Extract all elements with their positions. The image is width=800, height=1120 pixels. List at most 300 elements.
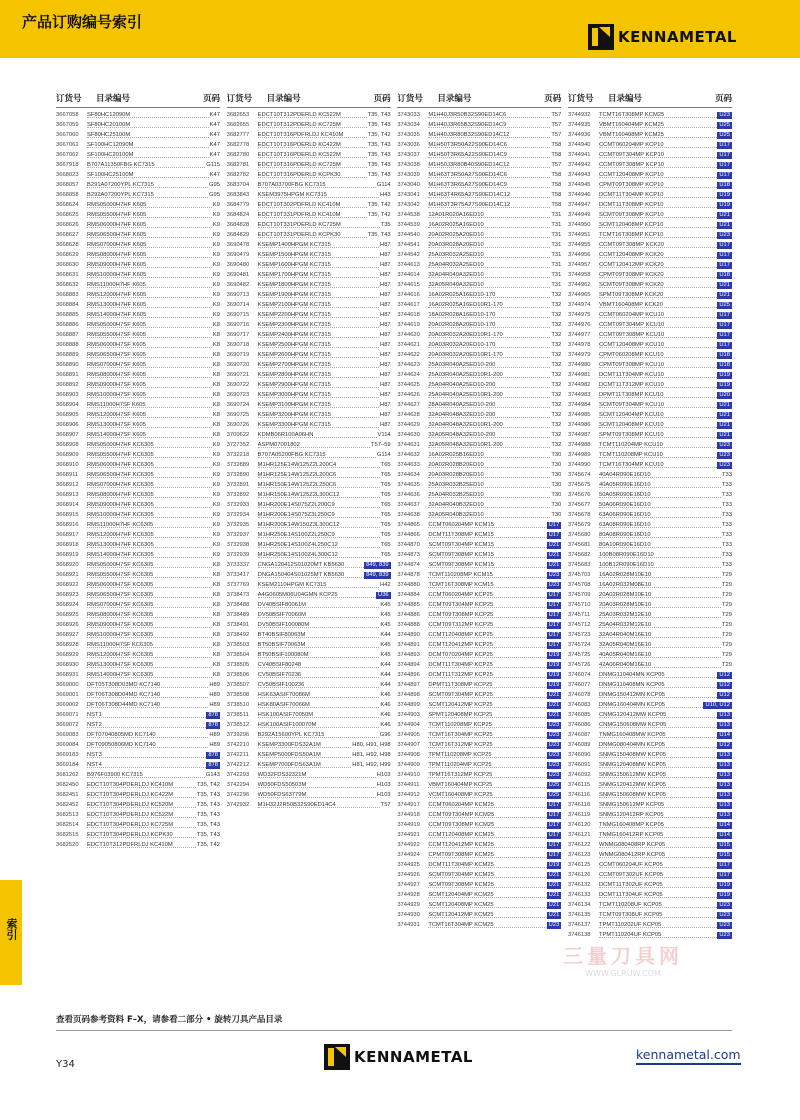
catalog-number: KSEMP2400HPGM KC7315 (258, 331, 379, 338)
order-number: 3745681 (567, 542, 591, 548)
catalog-number: TCMT16T308MP KCM25 (599, 111, 717, 118)
index-row (227, 771, 391, 781)
index-row (56, 231, 220, 241)
catalog-number: EDCT10T331PDERLD KC725M (258, 221, 380, 228)
order-number: 3744919 (397, 822, 420, 828)
catalog-number: EDCT10T316PDERLD KCPK30 (258, 171, 367, 178)
index-row (397, 611, 561, 621)
index-row (568, 231, 732, 241)
page-ref: K44 (380, 632, 391, 638)
index-row (397, 741, 561, 751)
page-ref: K47 (209, 132, 220, 138)
order-number: 3682513 (56, 812, 79, 818)
page-ref-badge[interactable]: U17 (548, 622, 560, 628)
index-row (568, 741, 732, 751)
catalog-number: TCMT16T312MP KCP25 (428, 741, 546, 748)
page-ref-badge[interactable]: U15 (719, 852, 730, 858)
page-ref: K9 (212, 242, 220, 248)
order-number: 3668904 (56, 402, 79, 408)
catalog-number: RMS07000H7SF KC6305 (87, 601, 212, 608)
page-ref-badge[interactable]: U21 (548, 892, 560, 898)
order-number: 3746123 (567, 852, 591, 858)
catalog-number: DFT09050806MD KC7140 (87, 741, 208, 748)
catalog-number: DCMT11T304MP KCU10 (599, 371, 717, 378)
order-number: 3668625 (56, 212, 79, 218)
page-ref-badge[interactable]: U19 (719, 382, 730, 388)
index-row (568, 631, 732, 641)
catalog-number: CCMT060204MP KCP25 (428, 591, 546, 598)
page-ref-badge[interactable]: U12 (719, 742, 730, 748)
order-number: 3745674 (567, 472, 591, 478)
page-ref-badge[interactable]: U13 (719, 782, 730, 788)
index-column (227, 92, 391, 992)
catalog-number: 18A02R028A16ED10-170 (428, 311, 550, 318)
catalog-number: TNMG160408MW KCP05 (599, 731, 717, 738)
page-ref-badge[interactable]: U17 (548, 632, 560, 638)
order-number: 3690481 (226, 272, 250, 278)
order-number: 3745712 (567, 622, 591, 628)
page-ref-badge[interactable]: U23 (719, 902, 730, 908)
page-ref-badge[interactable]: U17 (719, 252, 730, 258)
order-number: 3684779 (226, 202, 250, 208)
order-number: 3732935 (226, 522, 250, 528)
page-ref-badge[interactable]: U23 (548, 922, 560, 928)
order-number: 3668890 (56, 362, 79, 368)
page-ref-badge[interactable]: U14 (719, 822, 730, 828)
catalog-number: SCMT09T308MP KCM15 (428, 561, 546, 568)
page-ref-badge[interactable]: U23 (719, 112, 730, 118)
order-number: 3746138 (567, 932, 591, 938)
page-ref-badge[interactable]: U21 (548, 882, 560, 888)
catalog-number: CV50BSIF70236 (258, 671, 380, 678)
page-ref: H87 (380, 362, 391, 368)
page-ref-badge[interactable]: 878 (208, 712, 218, 718)
page-ref-badge[interactable]: U21 (548, 912, 560, 918)
order-number: 3669071 (56, 712, 79, 718)
page-ref-badge[interactable]: U21 (719, 412, 730, 418)
catalog-number: SCMT09T308MP KCM25 (428, 881, 546, 888)
website-link[interactable]: kennametal.com (636, 1047, 741, 1065)
page-ref-badge[interactable]: U14 (719, 732, 730, 738)
page-ref-badge[interactable]: U19 (719, 372, 730, 378)
catalog-number: EDCT10T316PDERLD KC422M (258, 141, 367, 148)
page-ref: T57 (551, 122, 562, 128)
page-ref: T31 (551, 282, 562, 288)
order-number: 3738503 (226, 642, 250, 648)
order-number: 3744893 (397, 652, 420, 658)
page-ref-badge[interactable]: U21 (719, 292, 730, 298)
index-row (568, 341, 732, 351)
page-ref-badge[interactable]: U23 (719, 932, 730, 938)
page-ref-badge[interactable]: U13 (719, 722, 730, 728)
index-row (397, 281, 561, 291)
order-number: 3668929 (56, 652, 79, 658)
catalog-number: CPMT09T308MP KCK20 (599, 271, 717, 278)
index-row (227, 111, 391, 121)
catalog-number: KSEMP7000FDS63A1M (258, 761, 352, 768)
index-row (397, 581, 561, 591)
page-ref-badge[interactable]: U17 (548, 822, 560, 828)
index-row (56, 521, 220, 531)
page-ref-badge[interactable]: U14 (719, 832, 730, 838)
catalog-number: TCMT110208UF KCP05 (599, 901, 717, 908)
page-ref-badge[interactable]: U13 (719, 762, 730, 768)
page-ref-badge[interactable]: 878 (208, 752, 218, 758)
catalog-number: M1H63T3R75A27S90ED14C12 (428, 201, 550, 208)
order-number: 3668909 (56, 452, 79, 458)
page-ref-badge[interactable]: U19 (548, 652, 560, 658)
page-ref: T29 (721, 612, 732, 618)
page-ref-badge[interactable]: U17 (548, 852, 560, 858)
page-ref: K47 (209, 122, 220, 128)
catalog-number: CCMT060204MP KCU10 (599, 311, 717, 318)
order-number: 3744925 (397, 862, 420, 868)
page-ref: T30 (551, 482, 562, 488)
index-row (56, 321, 220, 331)
page-ref-badge[interactable]: U18 (719, 362, 730, 368)
order-number: 3744911 (397, 782, 420, 788)
page-ref-badge[interactable]: U18 (719, 272, 730, 278)
index-row (227, 321, 391, 331)
page-ref-badge[interactable]: U13 (719, 802, 730, 808)
index-row (397, 521, 561, 531)
page-ref: K8 (212, 322, 220, 328)
page-ref-badge[interactable]: U21 (548, 692, 560, 698)
page-ref-badge[interactable]: U17 (548, 812, 560, 818)
page-ref: H87 (380, 322, 391, 328)
page-ref-badge[interactable]: U23 (548, 762, 560, 768)
page-ref: K47 (209, 112, 220, 118)
catalog-number: SF100HC20100M (87, 151, 209, 158)
catalog-number: RMS09000H7HF KC6305 (87, 501, 212, 508)
page-ref-badge[interactable]: U17 (548, 602, 560, 608)
catalog-number: DCMT070204MP KCP25 (428, 651, 546, 658)
page-ref-badge[interactable]: U10, U12 (705, 702, 730, 708)
page-ref: H42 (380, 582, 391, 588)
catalog-number: TPMT110204MP KCP25 (428, 761, 546, 768)
page-ref-badge[interactable]: U19 (719, 192, 730, 198)
page-ref: H87 (380, 392, 391, 398)
page-ref: K44 (380, 682, 391, 688)
page-ref: T33 (721, 552, 732, 558)
catalog-number: RMS09000H7SF K605 (87, 381, 212, 388)
page-ref-badge[interactable]: U19 (548, 662, 560, 668)
page-ref-badge[interactable]: U17 (719, 262, 730, 268)
page-ref-badge[interactable]: U19 (719, 882, 730, 888)
order-number: 3744941 (567, 152, 591, 158)
page-ref-badge[interactable]: U19 (719, 202, 730, 208)
catalog-number: TCMT09T308UF KCP05 (599, 911, 717, 918)
page-ref-badge[interactable]: U13 (719, 792, 730, 798)
page-ref-badge[interactable]: U19 (548, 862, 560, 868)
side-index-tab[interactable] (0, 880, 22, 985)
index-row (56, 671, 220, 681)
catalog-number: SNMG150612MP KCP05 (599, 801, 717, 808)
page-ref-badge[interactable]: U21 (719, 212, 730, 218)
order-number: 3690717 (226, 332, 250, 338)
page-ref-badge[interactable]: U17 (719, 312, 730, 318)
page-ref-badge[interactable]: U17 (719, 172, 730, 178)
catalog-number: EDCT10T316PDERLD KC725M (258, 161, 367, 168)
page-ref-badge[interactable]: U23 (719, 452, 730, 458)
page-ref: T29 (721, 632, 732, 638)
page-ref-badge[interactable]: U18 (719, 352, 730, 358)
page-ref-badge[interactable]: U21 (548, 712, 560, 718)
order-number: 3745726 (567, 662, 591, 668)
order-number: 3668928 (56, 642, 79, 648)
order-number: 3732890 (226, 472, 250, 478)
order-number: 3690719 (226, 352, 250, 358)
page-ref-badge[interactable]: U17 (548, 522, 560, 528)
order-number: 3744982 (567, 382, 591, 388)
page-ref-badge[interactable]: U23 (548, 752, 560, 758)
page-ref: T65 (380, 552, 391, 558)
catalog-number: RMS11000H7SF KC6305 (87, 641, 212, 648)
order-number: 3744866 (397, 532, 420, 538)
page-ref-badge[interactable]: U13 (719, 752, 730, 758)
page-ref-badge[interactable]: U17 (719, 332, 730, 338)
page-ref-badge[interactable]: U18 (719, 182, 730, 188)
order-number: 3746090 (567, 752, 591, 758)
order-number: 3682782 (226, 172, 250, 178)
catalog-number: SCMT09T308MP KCK20 (599, 281, 717, 288)
page-ref: K9 (212, 522, 220, 528)
catalog-number: TPMT110208MP KCP25 (428, 751, 546, 758)
catalog-number: RMS06500H7SF K605 (87, 351, 212, 358)
catalog-number: RMS08000H7SF KC6305 (87, 611, 212, 618)
page-ref-badge[interactable]: U17 (548, 832, 560, 838)
order-number: 3732891 (226, 482, 250, 488)
page-ref-badge[interactable]: U23 (719, 912, 730, 918)
order-number: 3746091 (567, 762, 591, 768)
page-ref-badge[interactable]: U17 (719, 242, 730, 248)
page-ref-badge[interactable]: U21 (719, 432, 730, 438)
kennametal-k-icon (588, 24, 614, 50)
index-row (568, 141, 732, 151)
page-ref-badge[interactable]: U21 (548, 562, 560, 568)
index-row (227, 571, 391, 581)
catalog-number: ASPM07001802 (258, 441, 370, 448)
page-ref-badge[interactable]: U23 (719, 922, 730, 928)
page-ref-badge[interactable]: U21 (548, 702, 560, 708)
index-row (568, 761, 732, 771)
index-row (56, 371, 220, 381)
page-ref-badge[interactable]: U17 (548, 532, 560, 538)
catalog-number: CCMT120412MP KCK20 (599, 261, 717, 268)
page-ref: T29 (721, 642, 732, 648)
page-ref-badge[interactable]: U23 (548, 732, 560, 738)
catalog-number: RMS05000H7HF KC6305 (87, 441, 212, 448)
page-ref: T33 (721, 532, 732, 538)
page-ref: T35, T43 (196, 812, 220, 818)
index-row (227, 251, 391, 261)
index-row (56, 631, 220, 641)
page-ref: K45 (380, 642, 391, 648)
page-ref-badge[interactable]: U21 (719, 222, 730, 228)
index-row (397, 591, 561, 601)
index-row (568, 891, 732, 901)
page-ref-badge[interactable]: U15 (719, 842, 730, 848)
page-ref-badge[interactable]: U17 (719, 862, 730, 868)
index-row (397, 361, 561, 371)
page-ref-badge[interactable]: U23 (719, 462, 730, 468)
page-ref-badge[interactable]: U12 (719, 682, 730, 688)
page-ref-badge[interactable]: U21 (719, 402, 730, 408)
order-number: 3744542 (397, 252, 420, 258)
index-row (568, 201, 732, 211)
catalog-number: EDCT10T316PDERLD KC522M (258, 151, 367, 158)
page-ref-badge[interactable]: 849, 839 (366, 572, 389, 578)
order-number: 3744619 (397, 322, 420, 328)
page-ref-badge[interactable]: U13 (719, 712, 730, 718)
index-row (56, 181, 220, 191)
page-ref-badge[interactable]: U17 (548, 842, 560, 848)
page-ref: K8 (212, 612, 220, 618)
index-row (397, 231, 561, 241)
index-row (227, 311, 391, 321)
page-ref-badge[interactable]: U36 (378, 592, 389, 598)
header-catalog-no: 目录编号 (437, 94, 472, 104)
page-ref: K8 (212, 652, 220, 658)
order-number: 3690726 (226, 422, 250, 428)
index-row (568, 481, 732, 491)
page-ref: H80, H91, H98 (352, 742, 391, 748)
index-row (56, 361, 220, 371)
index-row (227, 611, 391, 621)
page-ref-badge[interactable]: U17 (719, 872, 730, 878)
order-number: 3668627 (56, 232, 79, 238)
page-ref-badge[interactable]: U23 (548, 722, 560, 728)
page-ref-badge[interactable]: U25 (719, 132, 730, 138)
catalog-number: CCMT09T302UF KCP05 (599, 871, 717, 878)
catalog-number: EDCT10T304PDERLDJ KC422M (87, 791, 196, 798)
index-row (568, 711, 732, 721)
page-ref-badge[interactable]: U21 (719, 282, 730, 288)
page-ref-badge[interactable]: U19 (548, 682, 560, 688)
order-number: 3746115 (567, 782, 591, 788)
page-ref-badge[interactable]: U25 (548, 782, 560, 788)
page-ref-badge[interactable]: U19 (719, 892, 730, 898)
page-ref-badge[interactable]: U17 (719, 142, 730, 148)
page-ref-badge[interactable]: U21 (548, 542, 560, 548)
index-row (397, 751, 561, 761)
page-ref-badge[interactable]: U17 (719, 342, 730, 348)
index-row (568, 531, 732, 541)
page-ref-badge[interactable]: U17 (548, 802, 560, 808)
index-row (397, 821, 561, 831)
page-ref: K8 (212, 642, 220, 648)
catalog-number: TCMT16T304MP KCP25 (428, 731, 546, 738)
catalog-number: SCMT120412MP KCM25 (428, 911, 546, 918)
page-ref-badge[interactable]: 878 (208, 722, 218, 728)
page-ref-badge[interactable]: U23 (548, 572, 560, 578)
catalog-number: SCMT120408MP KCP10 (599, 221, 717, 228)
catalog-number: M1H63T4R65A27S90ED14C12 (428, 191, 550, 198)
catalog-number: RMS13000H7SF KC6305 (87, 661, 212, 668)
order-number: 3738511 (226, 712, 249, 718)
order-number: 3744986 (567, 422, 591, 428)
page-ref-badge[interactable]: U23 (719, 442, 730, 448)
page-ref-badge[interactable]: U17 (719, 322, 730, 328)
page-ref-badge[interactable]: U21 (548, 872, 560, 878)
order-number: 3744985 (567, 412, 591, 418)
page-ref-badge[interactable]: U20 (719, 392, 730, 398)
page-ref-badge[interactable]: U17 (548, 592, 560, 598)
catalog-number: 16A02R025A16ED10-170 (428, 291, 550, 298)
index-row (568, 281, 732, 291)
page-ref-badge[interactable]: U19 (548, 672, 560, 678)
page-ref: T32 (551, 442, 562, 448)
index-row (568, 861, 732, 871)
page-ref: T35, T43 (367, 152, 391, 158)
order-number: 3744950 (567, 222, 591, 228)
page-ref: H87 (380, 262, 391, 268)
page-ref-badge[interactable]: U25 (719, 122, 730, 128)
page-ref-badge[interactable]: U23 (548, 582, 560, 588)
page-ref-badge[interactable]: U25 (719, 302, 730, 308)
catalog-number: B291A07200YPL KC7315 (87, 181, 208, 188)
page-ref-badge[interactable]: U23 (548, 772, 560, 778)
page-ref-badge[interactable]: U17 (719, 162, 730, 168)
page-ref-badge[interactable]: U13 (719, 772, 730, 778)
index-row (568, 241, 732, 251)
index-row (397, 181, 561, 191)
page-ref-badge[interactable]: U21 (548, 552, 560, 558)
order-number: 3684829 (226, 232, 250, 238)
page-ref-badge[interactable]: U13 (719, 812, 730, 818)
page-ref: T65 (380, 502, 391, 508)
page-ref-badge[interactable]: U23 (548, 742, 560, 748)
page-ref-badge[interactable]: U12 (719, 692, 730, 698)
index-row (397, 161, 561, 171)
page-ref-badge[interactable]: U23 (719, 232, 730, 238)
index-row (397, 461, 561, 471)
index-row (397, 151, 561, 161)
page-ref: K9 (212, 282, 220, 288)
page-ref-badge[interactable]: U17 (719, 152, 730, 158)
page-ref-badge[interactable]: 878 (208, 762, 218, 768)
index-row (56, 501, 220, 511)
page-ref: T35, T43 (367, 162, 391, 168)
order-number: 3744946 (567, 192, 591, 198)
order-number: 3744989 (567, 452, 591, 458)
order-number: 3744936 (567, 132, 591, 138)
page-ref-badge[interactable]: U17 (548, 642, 560, 648)
index-row (56, 541, 220, 551)
catalog-number: CCMT060204MP KCM25 (428, 801, 546, 808)
order-number: 3690716 (226, 322, 250, 328)
order-number: 3682655 (226, 122, 250, 128)
page-ref-badge[interactable]: U25 (548, 792, 560, 798)
order-number: 3668891 (56, 372, 79, 378)
catalog-number: KSEMP3100HPGM KC7315 (258, 401, 379, 408)
index-row (227, 601, 391, 611)
catalog-number: WD32FDS32321M (258, 771, 376, 778)
page-ref-badge[interactable]: U12 (719, 672, 730, 678)
page-ref-badge[interactable]: U21 (719, 422, 730, 428)
catalog-number: B292A15600YPL KC7315 (258, 731, 379, 738)
order-number: 3745709 (567, 592, 591, 598)
page-title: 产品订购编号索引 (22, 13, 143, 31)
index-row (397, 351, 561, 361)
index-row (397, 471, 561, 481)
page-ref-badge[interactable]: U17 (548, 612, 560, 618)
page-ref-badge[interactable]: U21 (548, 902, 560, 908)
catalog-number: SNMG150612MW KCP05 (599, 771, 717, 778)
index-row (56, 221, 220, 231)
page-ref-badge[interactable]: 849, 839 (366, 562, 389, 568)
order-number: 3669084 (56, 742, 79, 748)
